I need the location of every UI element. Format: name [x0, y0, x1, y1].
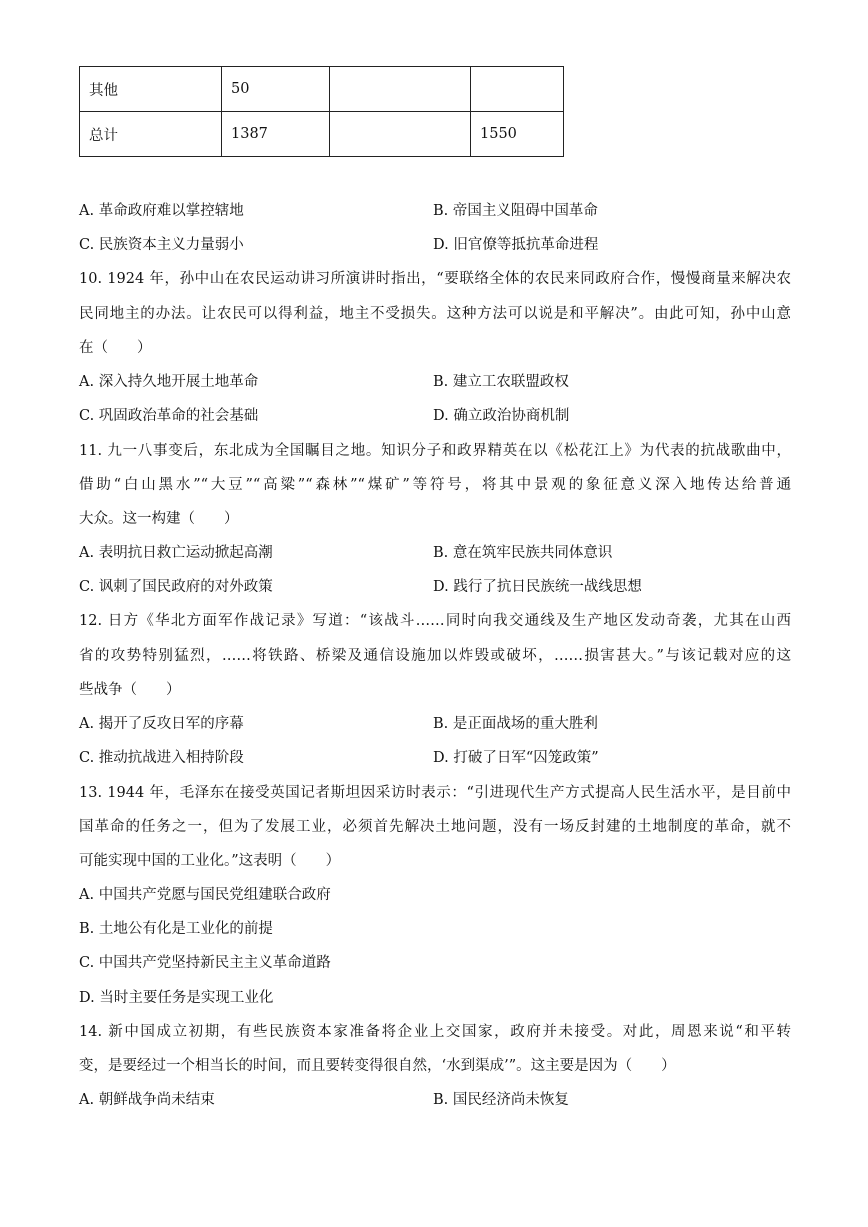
- table-cell: 总计: [80, 112, 222, 157]
- table-cell: 50: [222, 67, 330, 112]
- q12-stem-line: 些战争（ ）: [79, 682, 181, 698]
- data-table-fragment: [79, 66, 564, 157]
- q11-stem-line: 11. 九一八事变后，东北成为全国瞩目之地。知识分子和政界精英在以《松花江上》为代表的抗战歌曲中，: [79, 443, 791, 459]
- q12-stem-line: 省的攻势特别猛烈，……将铁路、桥梁及通信设施加以炸毁或破坏，……损害甚大。”与该记载对应的这: [79, 648, 791, 664]
- q11-option-a: A. 表明抗日救亡运动掀起高潮: [79, 545, 273, 561]
- q13-option-c: C. 中国共产党坚持新民主主义革命道路: [79, 955, 331, 971]
- q14-stem-line: 变，是要经过一个相当长的时间，而且要转变得很自然，‘水到渠成’”。这主要是因为（ ）: [79, 1058, 676, 1074]
- q13-option-b: B. 土地公有化是工业化的前提: [79, 921, 273, 937]
- q12-option-b: B. 是正面战场的重大胜利: [433, 716, 598, 732]
- q11-stem-line: 大众。这一构建（ ）: [79, 511, 239, 527]
- q9-option-b: B. 帝国主义阻碍中国革命: [433, 203, 598, 219]
- q9-option-d: D. 旧官僚等抵抗革命进程: [433, 237, 599, 253]
- q10-stem-line: 民同地主的办法。让农民可以得利益，地主不受损失。这种方法可以说是和平解决”。由此可知，孙中山意: [79, 306, 791, 322]
- table-cell: [471, 67, 564, 112]
- table-row: [80, 67, 564, 112]
- q9-option-a: A. 革命政府难以掌控辖地: [79, 203, 244, 219]
- q11-option-b: B. 意在筑牢民族共同体意识: [433, 545, 613, 561]
- q12-stem-line: 12. 日方《华北方面军作战记录》写道：“该战斗……同时向我交通线及生产地区发动奇袭，尤其在山西: [79, 613, 791, 629]
- q12-option-d: D. 打破了日军“囚笼政策”: [433, 750, 599, 766]
- q13-option-a: A. 中国共产党愿与国民党组建联合政府: [79, 887, 331, 903]
- table-cell: 其他: [80, 67, 222, 112]
- q11-stem-line: 借助“白山黑水”“大豆”“高粱”“森林”“煤矿”等符号，将其中景观的象征意义深入地传达给普通: [79, 477, 791, 493]
- table-cell: [330, 67, 471, 112]
- q12-option-a: A. 揭开了反攻日军的序幕: [79, 716, 244, 732]
- q9-option-c: C. 民族资本主义力量弱小: [79, 237, 244, 253]
- table-cell: 1387: [222, 112, 330, 157]
- table-cell: [330, 112, 471, 157]
- q14-stem-line: 14. 新中国成立初期，有些民族资本家准备将企业上交国家，政府并未接受。对此，周恩来说“和平转: [79, 1024, 791, 1040]
- q10-option-c: C. 巩固政治革命的社会基础: [79, 408, 259, 424]
- q11-option-c: C. 讽刺了国民政府的对外政策: [79, 579, 273, 595]
- table-row: [80, 112, 564, 157]
- q14-option-b: B. 国民经济尚未恢复: [433, 1092, 569, 1108]
- q13-stem-line: 国革命的任务之一，但为了发展工业，必须首先解决土地问题，没有一场反封建的土地制度的革命，就不: [79, 819, 791, 835]
- q13-stem-line: 13. 1944 年，毛泽东在接受英国记者斯坦因采访时表示：“引进现代生产方式提高人民生活水平，是目前中: [79, 785, 791, 801]
- q13-option-d: D. 当时主要任务是实现工业化: [79, 990, 274, 1006]
- q11-option-d: D. 践行了抗日民族统一战线思想: [433, 579, 642, 595]
- q10-option-d: D. 确立政治协商机制: [433, 408, 570, 424]
- q14-option-a: A. 朝鲜战争尚未结束: [79, 1092, 215, 1108]
- q13-stem-line: 可能实现中国的工业化。”这表明（ ）: [79, 853, 341, 869]
- q10-stem-line: 在（ ）: [79, 340, 152, 356]
- q10-option-b: B. 建立工农联盟政权: [433, 374, 569, 390]
- q10-stem-line: 10. 1924 年，孙中山在农民运动讲习所演讲时指出，“要联络全体的农民来同政府合作，慢慢商量来解决农: [79, 271, 791, 287]
- q10-option-a: A. 深入持久地开展土地革命: [79, 374, 259, 390]
- q12-option-c: C. 推动抗战进入相持阶段: [79, 750, 244, 766]
- table-cell: 1550: [471, 112, 564, 157]
